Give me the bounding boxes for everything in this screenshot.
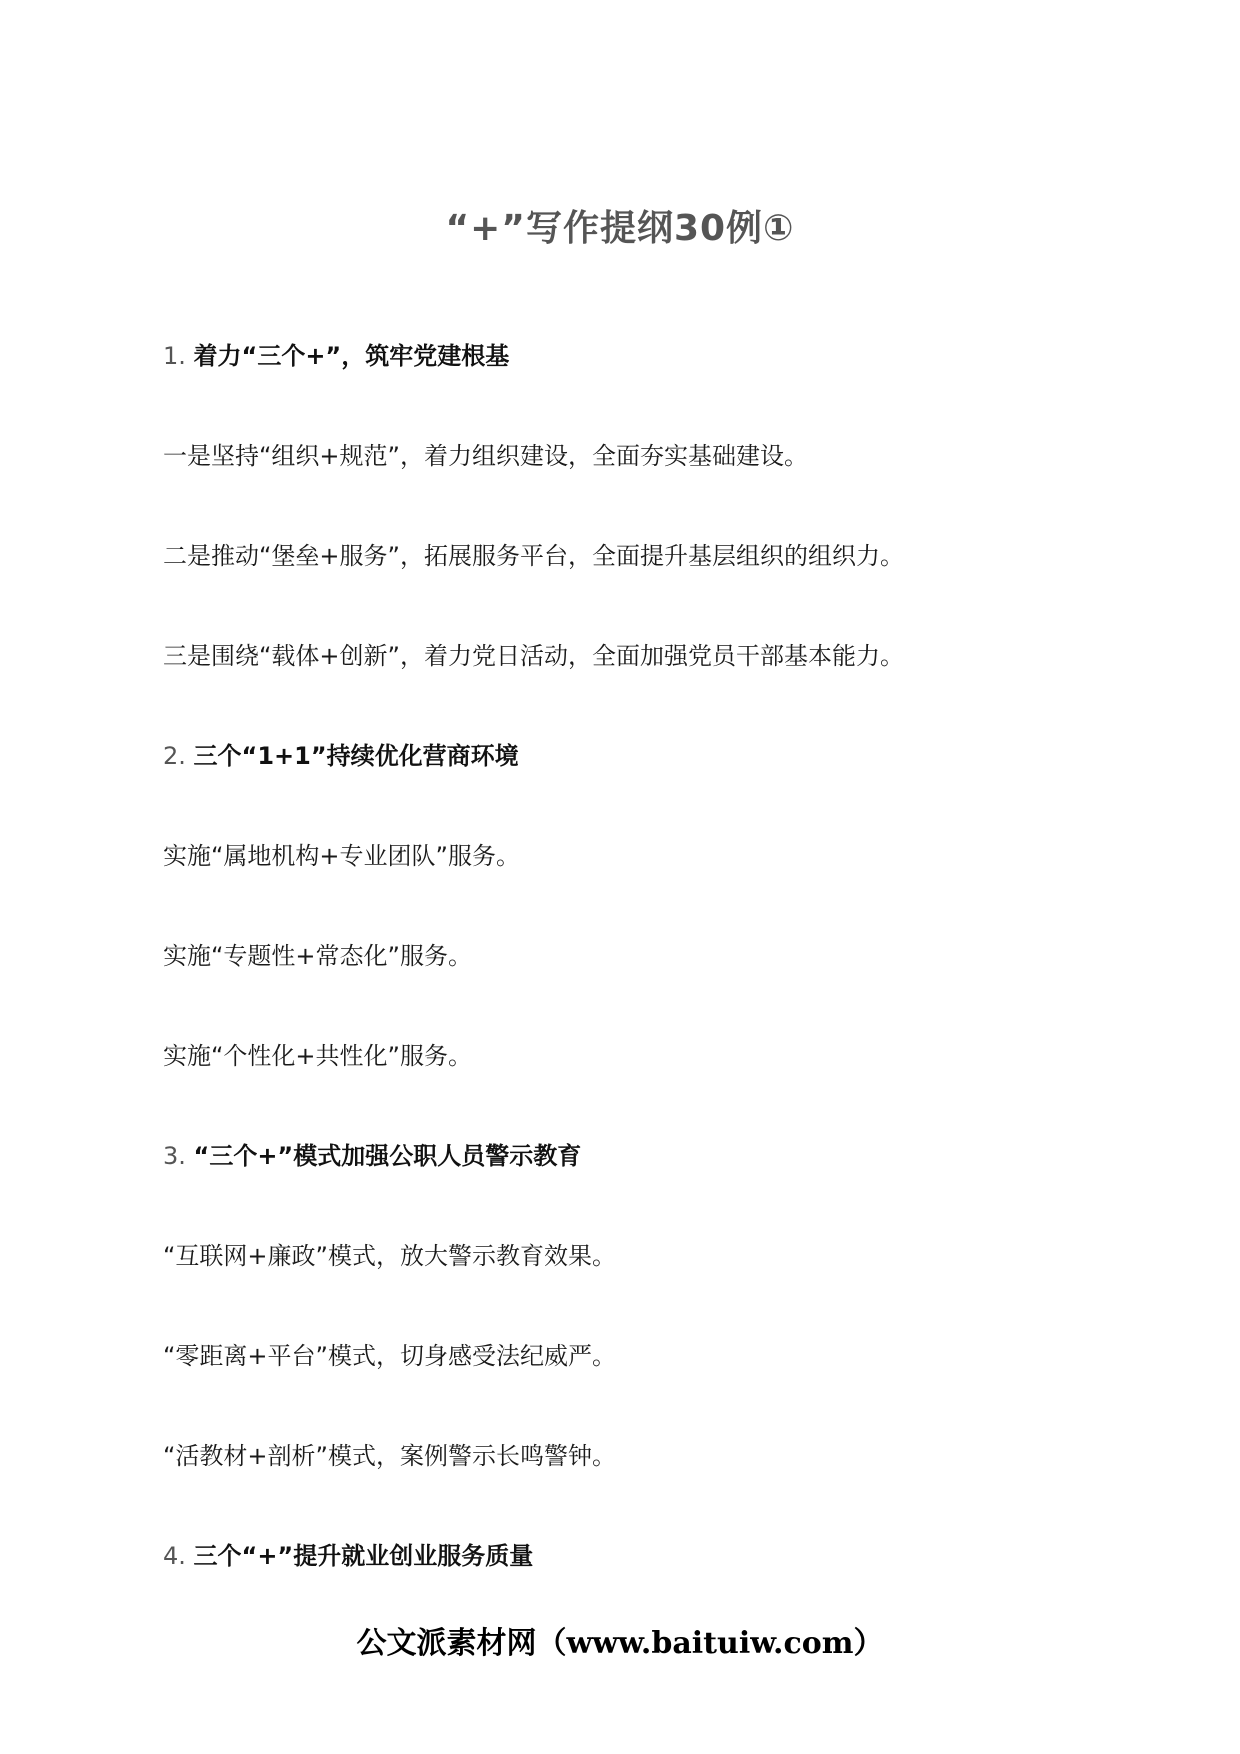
list-item: 一是坚持“组织+规范”，着力组织建设，全面夯实基础建设。 <box>163 442 808 470</box>
list-item: “互联网+廉政”模式，放大警示教育效果。 <box>163 1242 616 1270</box>
section-heading <box>163 740 519 772</box>
footer-source: 公文派素材网（www.baituiw.com） <box>356 1626 884 1661</box>
section-number: 4. <box>163 1542 186 1570</box>
list-item: “活教材+剖析”模式，案例警示长鸣警钟。 <box>163 1442 616 1470</box>
section-title: 着力“三个+”，筑牢党建根基 <box>193 342 510 370</box>
list-item: 实施“专题性+常态化”服务。 <box>163 942 472 970</box>
section-heading <box>163 340 509 372</box>
list-item: 三是围绕“载体+创新”，着力党日活动，全面加强党员干部基本能力。 <box>163 642 904 670</box>
section-heading <box>163 1140 581 1172</box>
section-heading <box>163 1540 533 1572</box>
section-number: 3. <box>163 1142 186 1170</box>
section-number: 2. <box>163 742 186 770</box>
list-item: 实施“属地机构+专业团队”服务。 <box>163 842 520 870</box>
list-item: 二是推动“堡垒+服务”，拓展服务平台，全面提升基层组织的组织力。 <box>163 542 904 570</box>
section-title: 三个“1+1”持续优化营商环境 <box>193 742 519 770</box>
section-title: 三个“+”提升就业创业服务质量 <box>193 1542 534 1570</box>
list-item: “零距离+平台”模式，切身感受法纪威严。 <box>163 1342 616 1370</box>
list-item: 实施“个性化+共性化”服务。 <box>163 1042 472 1070</box>
section-title: “三个+”模式加强公职人员警示教育 <box>193 1142 582 1170</box>
section-number: 1. <box>163 342 186 370</box>
page-title: “+”写作提纲30例① <box>445 208 795 249</box>
